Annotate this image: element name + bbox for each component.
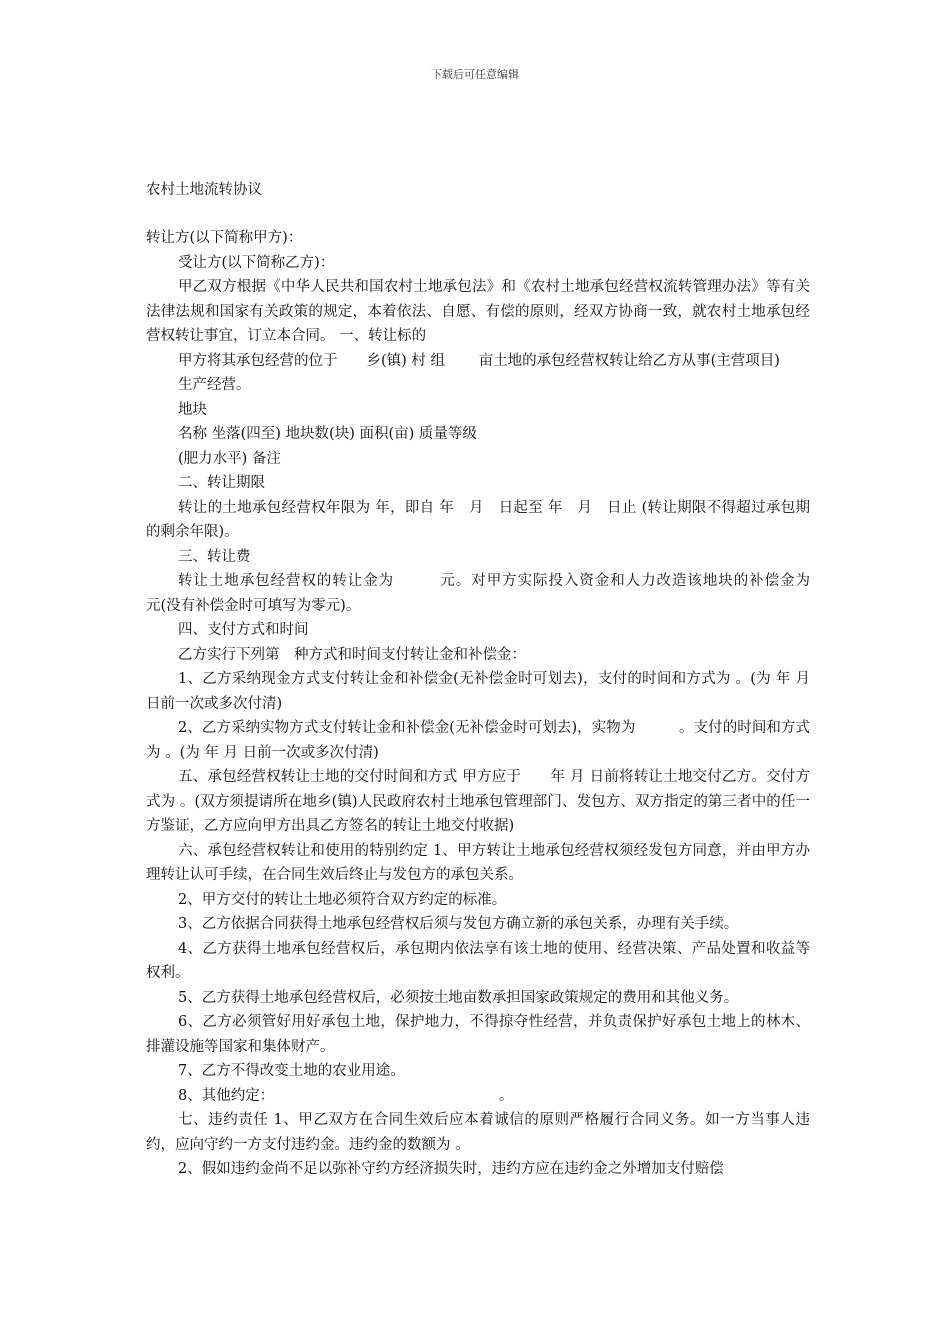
paragraph: 甲方将其承包经营的位于 乡(镇) 村 组 亩土地的承包经营权转让给乙方从事(主营项目)	[178, 352, 780, 369]
paragraph: 4、乙方获得土地承包经营权后，承包期内依法享有该土地的使用、经营决策、产品处置和收益等权利。	[146, 940, 810, 981]
paragraph: 2、乙方采纳实物方式支付转让金和补偿金(无补偿金时可划去)，实物为 。支付的时间和方式为 。(为 年 月 日前一次或多次付清)	[146, 720, 810, 761]
paragraph: 7、乙方不得改变土地的农业用途。	[178, 1063, 405, 1079]
paragraph: 甲乙双方根据《中华人民共和国农村土地承包法》和《农村土地承包经营权流转管理办法》等有关法律法规和国家有关政策的规定，本着依法、自愿、有偿的原则，经双方协商一致，就农村土地承包经营权转让事宜，订立本合同。 一、转让标的	[146, 279, 810, 344]
paragraph: 转让的土地承包经营权年限为 年，即自 年 月 日起至 年 月 日止 (转让期限不得超过承包期的剩余年限)。	[146, 499, 810, 540]
paragraph: 转让土地承包经营权的转让金为 元。对甲方实际投入资金和人力改造该地块的补偿金为 元(没有补偿金时可填写为零元)。	[146, 573, 839, 614]
paragraph: 生产经营。	[178, 377, 251, 393]
paragraph: 五、承包经营权转让土地的交付时间和方式 甲方应于 年 月 日前将转让土地交付乙方。交付方式为 。(双方须提请所在地乡(镇)人民政府农村土地承包管理部门、发包方、双方指定的第三者中的任一方鉴证，乙方应向甲方出具乙方签名的转让土地交付收据)	[146, 769, 810, 834]
document-title: 农村土地流转协议	[146, 182, 262, 198]
paragraph: 6、乙方必须管好用好承包土地，保护地力，不得掠夺性经营，并负责保护好承包土地上的林木、排灌设施等国家和集体财产。	[146, 1014, 810, 1055]
paragraph: 名称 坐落(四至) 地块数(块) 面积(亩) 质量等级	[178, 426, 477, 442]
paragraph: (肥力水平) 备注	[178, 450, 281, 467]
paragraph: 8、其他约定： 。	[178, 1087, 514, 1104]
paragraph: 三、转让费	[178, 548, 251, 565]
paragraph: 七、违约责任 1、甲乙双方在合同生效后应本着诚信的原则严格履行合同义务。如一方当事人违约，应向守约一方支付违约金。违约金的数额为 。	[146, 1112, 810, 1153]
paragraph: 四、支付方式和时间	[178, 622, 309, 638]
paragraph: 5、乙方获得土地承包经营权后，必须按土地亩数承担国家政策规定的费用和其他义务。	[178, 989, 739, 1006]
paragraph: 转让方(以下简称甲方)：	[146, 230, 303, 246]
paragraph: 二、转让期限	[178, 475, 265, 491]
paragraph: 受让方(以下简称乙方)：	[178, 254, 335, 271]
paragraph: 3、乙方依据合同获得土地承包经营权后须与发包方确立新的承包关系，办理有关手续。	[178, 916, 739, 932]
paragraph: 2、假如违约金尚不足以弥补守约方经济损失时，违约方应在违约金之外增加支付赔偿	[178, 1161, 724, 1177]
paragraph: 2、甲方交付的转让土地必须符合双方约定的标准。	[178, 891, 507, 908]
page-header-note: 下载后可任意编辑	[431, 68, 519, 81]
paragraph: 六、承包经营权转让和使用的特别约定 1、甲方转让土地承包经营权须经发包方同意，并由甲方办理转让认可手续，在合同生效后终止与发包方的承包关系。	[146, 842, 810, 883]
paragraph: 乙方实行下列第 种方式和时间支付转让金和补偿金：	[178, 646, 526, 663]
document-body	[146, 226, 839, 1182]
paragraph: 1、乙方采纳现金方式支付转让金和补偿金(无补偿金时可划去)，支付的时间和方式为 。(为 年 月 日前一次或多次付清)	[146, 671, 810, 712]
paragraph: 地块	[178, 401, 207, 418]
